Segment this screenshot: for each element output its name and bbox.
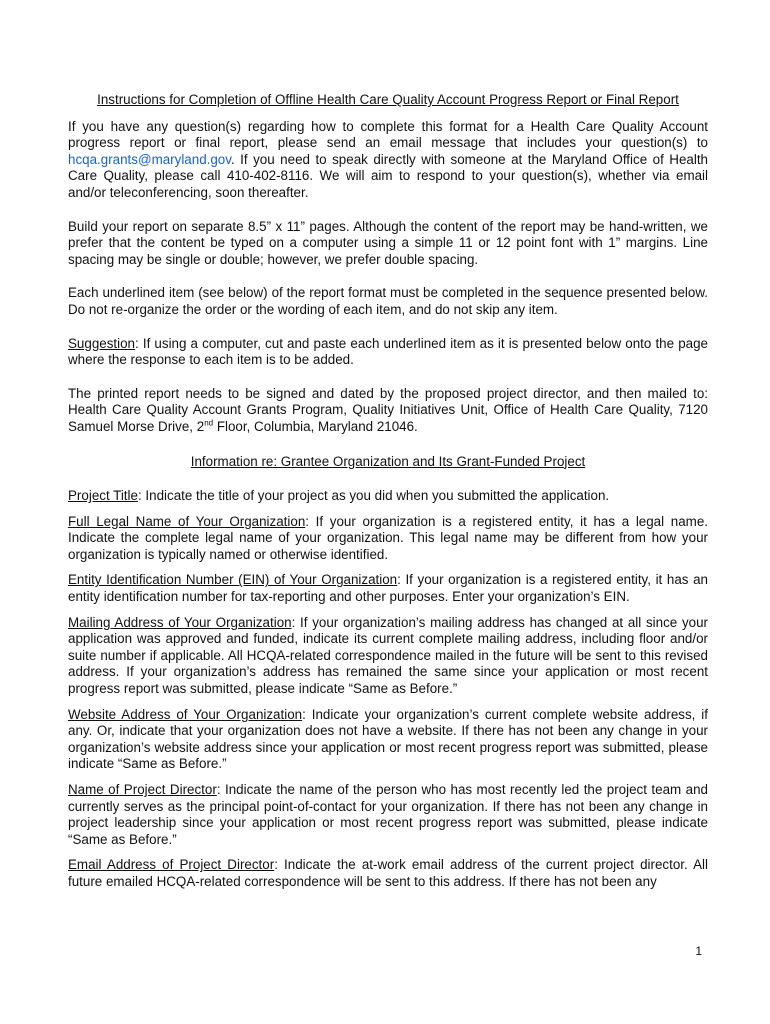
item-ein bbox=[68, 572, 708, 605]
item-label: Website Address of Your Organization bbox=[68, 706, 303, 722]
item-label: Entity Identification Number (EIN) of Your Organization bbox=[68, 572, 398, 588]
floor-ordinal-superscript: nd bbox=[204, 418, 214, 428]
item-label: Full Legal Name of Your Organization bbox=[68, 513, 306, 529]
item-label: Email Address of Project Director bbox=[68, 857, 275, 873]
item-project-director-name bbox=[68, 782, 708, 848]
document-title bbox=[68, 92, 708, 109]
item-project-director-email bbox=[68, 857, 708, 890]
item-mailing-address bbox=[68, 615, 708, 698]
item-legal-name bbox=[68, 514, 708, 564]
item-label: Name of Project Director bbox=[68, 782, 217, 797]
email-link[interactable]: hcqa.grants@maryland.gov bbox=[68, 151, 231, 167]
intro-paragraph-suggestion bbox=[68, 336, 708, 369]
intro-paragraph-mailing bbox=[68, 386, 708, 436]
item-label: Mailing Address of Your Organization bbox=[68, 614, 292, 630]
item-text: : If your organization is a registered entity, it has a legal name. Indicate the complete legal name of your organization. This legal name may be different from how your organization is typically named or otherwise identified. bbox=[68, 513, 708, 562]
intro-paragraph-format: Build your report on separate 8.5” x 11” pages. Although the content of the report may be hand-written, we prefer that the content be typed on a computer using a simple 11 or 12 point font with 1” margins. Line spacing may be single or double; however, we prefer double spacing. bbox=[68, 218, 708, 267]
item-text: : Indicate your organization’s current complete website address, if any. Or, indicate that your organization does not have a website. If there has not been any change in your organization’s website address since your application or most recent progress report was submitted, please indicate “Same as Before.” bbox=[68, 706, 708, 772]
item-label: Project Title bbox=[68, 488, 138, 504]
item-text: : Indicate the at-work email address of the current project director. All future emailed HCQA-related correspondence will be sent to this address. If there has not been any bbox=[68, 857, 709, 889]
document-title-text: Instructions for Completion of Offline Health Care Quality Account Progress Report or Final Report bbox=[97, 92, 679, 107]
item-text: : If your organization’s mailing address has changed at all since your application was approved and funded, indicate its current complete mailing address, including floor and/or suite number if applicable. All HCQA-related correspondence mailed in the future will be sent to this revised address. If your organization’s address has remained the same since your application or most recent progress report was submitted, please indicate “Same as Before.” bbox=[68, 614, 709, 697]
item-text: : If your organization is a registered entity, it has an entity identification number for tax-reporting and other purposes. Enter your organization’s EIN. bbox=[68, 572, 708, 605]
item-text: : Indicate the name of the person who has most recently led the project team and currently serves as the principal point-of-contact for your organization. If there has not been any change in project leadership since your application or most recent progress report was submitted, please indicate “Same as Before.” bbox=[68, 782, 708, 847]
mailing-text-before: The printed report needs to be signed and dated by the proposed project director, and then mailed to: Health Care Quality Account Grants Program, Quality Initiatives Unit, Office of Health Care Quality, 7120 Samuel Morse Drive, 2 bbox=[68, 385, 708, 434]
item-text: : Indicate the title of your project as you did when you submitted the application. bbox=[137, 488, 610, 504]
suggestion-label: Suggestion bbox=[68, 335, 136, 351]
mailing-text-after: Floor, Columbia, Maryland 21046. bbox=[213, 418, 418, 434]
intro-paragraph-contact bbox=[68, 119, 708, 202]
suggestion-text: : If using a computer, cut and paste each underlined item as it is presented below onto the page where the response to each item is to be added. bbox=[68, 335, 708, 368]
item-website-address bbox=[68, 707, 708, 773]
page-number: 1 bbox=[695, 944, 702, 958]
document-page bbox=[68, 92, 708, 891]
item-project-title bbox=[68, 488, 708, 505]
intro-contact-text-after: . If you need to speak directly with someone at the Maryland Office of Health Care Quality, please call 410-402-8116. We will aim to respond to your question(s), whether via email and/or teleconferencing, soon thereafter. bbox=[68, 151, 708, 200]
intro-contact-text-before: If you have any question(s) regarding how to complete this format for a Health Care Quality Account progress report or final report, please send an email message that includes your question(s) to bbox=[68, 118, 708, 151]
section-heading: Information re: Grantee Organization and Its Grant-Funded Project bbox=[190, 453, 586, 469]
intro-paragraph-sequence: Each underlined item (see below) of the report format must be completed in the sequence presented below. Do not re-organize the order or the wording of each item, and do not skip any item. bbox=[68, 285, 708, 317]
